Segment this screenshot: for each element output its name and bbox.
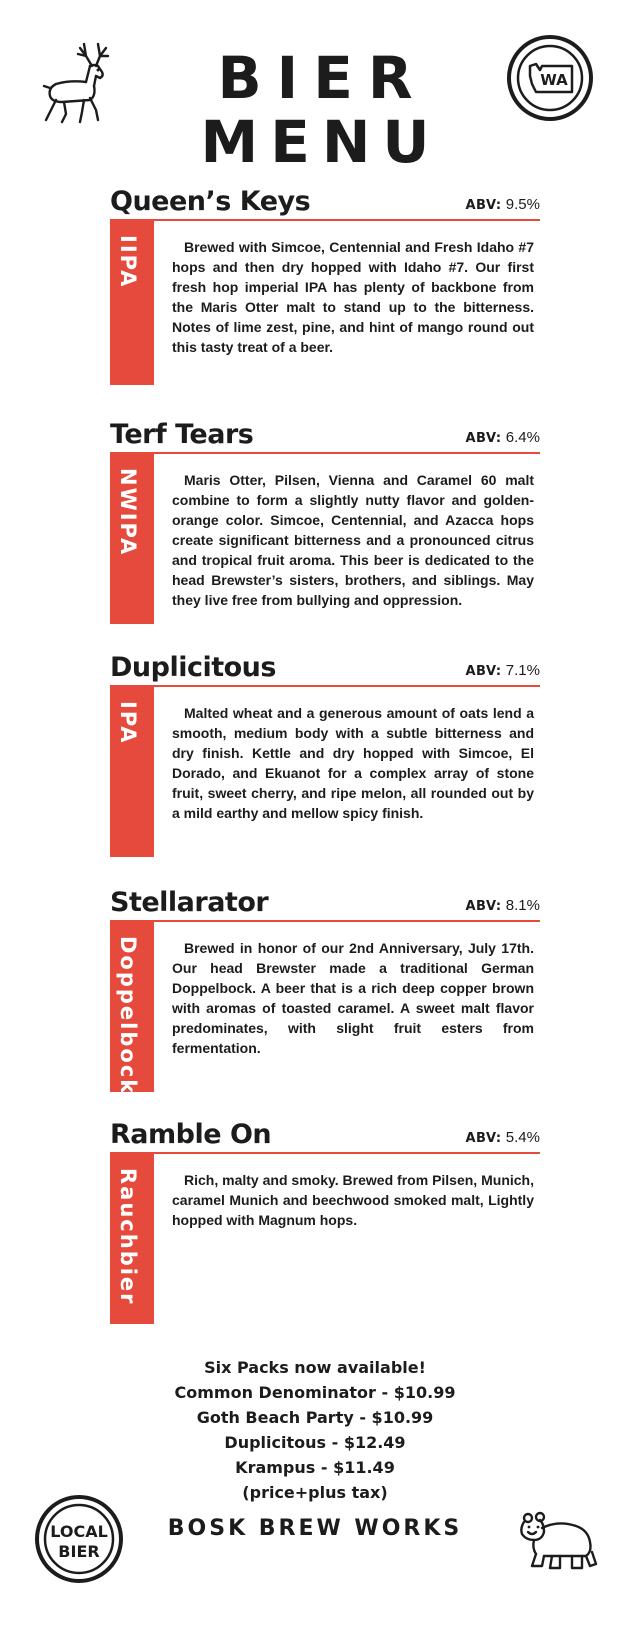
style-bar (110, 1154, 154, 1324)
abv-info (466, 1129, 541, 1146)
abv-info (466, 662, 541, 679)
beer-style: IIPA (116, 235, 140, 289)
bear-icon (514, 1510, 598, 1574)
page-title-line-1: BIER (217, 44, 428, 112)
abv-value: 7.1% (505, 662, 540, 679)
beer-body (110, 221, 540, 385)
style-bar (110, 687, 154, 857)
beer-entry (110, 418, 540, 624)
style-bar (110, 922, 154, 1096)
beer-description: Brewed with Simcoe, Centennial and Fresh Idaho #7 hops and then dry hopped with Idaho #7. Our first fresh hop imperial IPA has plenty of backbone from the Maris Otter malt to stand up to the bitterness. Notes of lime zest, pine, and hint of mango round out this tasty treat of a beer. (172, 239, 534, 355)
beer-header (110, 651, 540, 685)
beer-name: Stellarator (110, 887, 269, 918)
seal-line-1: LOCAL (50, 1522, 108, 1541)
abv-label: ABV: (465, 198, 502, 213)
style-bar (110, 221, 154, 385)
beer-style: Rauchbier (116, 1168, 140, 1306)
beer-description: Malted wheat and a generous amount of oats lend a smooth, medium body with a subtle bitterness and dry finish. Kettle and dry hopped with Simcoe, El Dorado, and Ekuanot for a complex array of stone fruit, sweet cherry, and ripe melon, all rounded out by a mild earthy and mellow spicy finish. (172, 705, 534, 821)
six-packs-heading: Six Packs now available! (204, 1358, 426, 1377)
beer-description: Brewed in honor of our 2nd Anniversary, July 17th. Our head Brewster made a traditional German Doppelbock. A beer that is a rich deep copper brown with aromas of toasted caramel. A sweet malt flavor predominates, with slight fruit esters from fermentation. (172, 940, 534, 1056)
seal-line-2: BIER (58, 1542, 100, 1561)
abv-label: ABV: (465, 1131, 502, 1146)
abv-value: 6.4% (505, 429, 540, 446)
beer-header (110, 886, 540, 920)
six-packs-section (0, 1355, 630, 1505)
six-pack-item: Krampus - $11.49 (235, 1458, 395, 1477)
abv-info (466, 196, 541, 213)
brewery-name: BOSK BREW WORKS (167, 1516, 463, 1541)
style-bar (110, 454, 154, 624)
beer-body (110, 454, 540, 624)
page-title-line-2: MENU (200, 108, 442, 176)
beer-description: Rich, malty and smoky. Brewed from Pilsen, Munich, caramel Munich and beechwood smoked malt, Lightly hopped with Magnum hops. (172, 1172, 534, 1228)
beer-name: Queen’s Keys (110, 186, 311, 217)
beer-style: Doppelbock (116, 936, 140, 1096)
beer-entry (110, 886, 540, 1096)
abv-label: ABV: (465, 899, 502, 914)
abv-info (466, 897, 541, 914)
beer-body (110, 922, 540, 1096)
six-pack-item: Common Denominator - $10.99 (174, 1383, 456, 1402)
six-packs-note: (price+plus tax) (242, 1483, 388, 1502)
abv-value: 9.5% (505, 196, 540, 213)
beer-description: Maris Otter, Pilsen, Vienna and Caramel 60 malt combine to form a slightly nutty flavor and golden-orange color. Simcoe, Centennial, and Azacca hops create significant bitterness and a pronounced citrus and tropical fruit aroma. This beer is dedicated to the head Brewster’s sisters, brothers, and siblings. May they live free from bullying and oppression. (172, 472, 534, 608)
beer-name: Duplicitous (110, 652, 276, 683)
beer-body (110, 687, 540, 857)
deer-icon (40, 36, 118, 126)
six-pack-item: Goth Beach Party - $10.99 (196, 1408, 434, 1427)
abv-label: ABV: (465, 431, 502, 446)
abv-label: ABV: (465, 664, 502, 679)
beer-body (110, 1154, 540, 1324)
abv-info (466, 429, 541, 446)
beer-entry (110, 1118, 540, 1324)
beer-entry (110, 651, 540, 857)
six-pack-item: Duplicitous - $12.49 (224, 1433, 406, 1452)
beer-header (110, 185, 540, 219)
beer-style: NWIPA (116, 468, 140, 557)
abv-value: 5.4% (505, 1129, 540, 1146)
beer-header (110, 418, 540, 452)
beer-name: Terf Tears (110, 419, 254, 450)
beer-entry (110, 185, 540, 385)
seal-wa-text: WA (540, 71, 568, 89)
beer-name: Ramble On (110, 1119, 272, 1150)
beer-header (110, 1118, 540, 1152)
beer-style: IPA (116, 701, 140, 745)
washington-state-seal-icon (506, 34, 594, 122)
abv-value: 8.1% (505, 897, 540, 914)
